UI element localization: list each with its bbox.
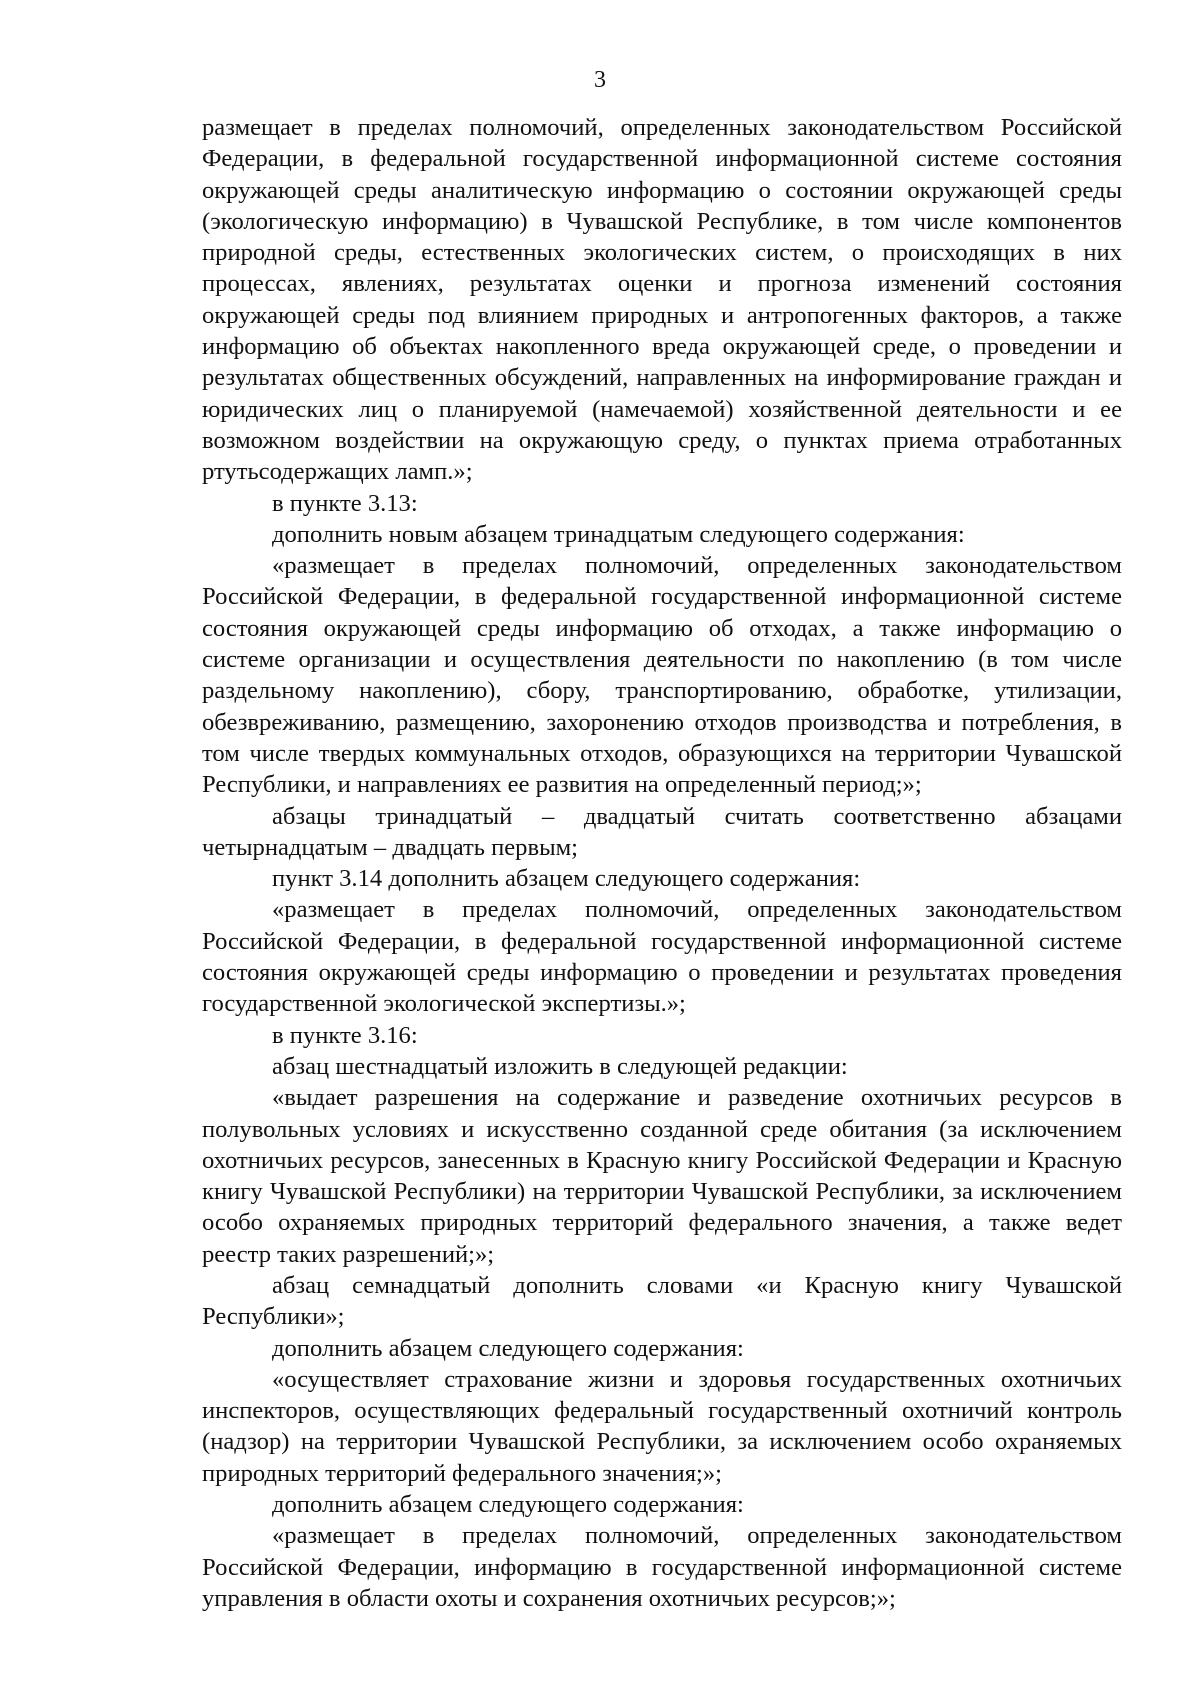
paragraph-3: дополнить новым абзацем тринадцатым следующего содержания: xyxy=(272,520,965,548)
page-number: 3 xyxy=(594,67,606,93)
paragraph-2: в пункте 3.13: xyxy=(272,489,418,517)
paragraph-9: абзац шестнадцатый изложить в следующей редакции: xyxy=(272,1052,848,1080)
paragraph-15: «размещает в пределах полномочий, определенных законодательством Российской Федерации, информацию в государственной информационной системе управления в области охоты и сохранения охотничьих ресурсов;»; xyxy=(202,1522,1122,1612)
paragraph-14: дополнить абзацем следующего содержания: xyxy=(272,1491,744,1519)
paragraph-12: дополнить абзацем следующего содержания: xyxy=(272,1334,744,1362)
paragraph-1: размещает в пределах полномочий, определенных законодательством Российской Федерации, в федеральной государственной информационной системе состояния окружающей среды аналитическую информацию о состоянии окружающей среды (экологическую информацию) в Чувашской Республике, в том числе компонентов природной среды, естественных экологических систем, о происходящих в них процессах, явлениях, результатах оценки и прогноза изменений состояния окружающей среды под влиянием природных и антропогенных факторов, а также информацию об объектах накопленного вреда окружающей среде, о проведении и результатах общественных обсуждений, направленных на информирование граждан и юридических лиц о планируемой (намечаемой) хозяйственной деятельности и ее возможном воздействии на окружающую среду, о пунктах приема отработанных ртутьсодержащих ламп.»; xyxy=(202,114,1122,486)
paragraph-7: «размещает в пределах полномочий, определенных законодательством Российской Федерации, в федеральной государственной информационной системе состояния окружающей среды информацию о проведении и результатах проведения государственной экологической экспертизы.»; xyxy=(202,896,1122,1018)
paragraph-6: пункт 3.14 дополнить абзацем следующего содержания: xyxy=(272,865,861,893)
paragraph-13: «осуществляет страхование жизни и здоровья государственных охотничьих инспекторов, осуществляющих федеральный государственный охотничий контроль (надзор) на территории Чувашской Республики, за исключением особо охраняемых природных территорий федерального значения;»; xyxy=(202,1365,1122,1487)
paragraph-4: «размещает в пределах полномочий, определенных законодательством Российской Федерации, в федеральной государственной информационной системе состояния окружающей среды информацию об отходах, а также информацию о системе организации и осуществления деятельности по накоплению (в том числе раздельному накоплению), сбору, транспортированию, обработке, утилизации, обезвреживанию, размещению, захоронению отходов производства и потребления, в том числе твердых коммунальных отходов, образующихся на территории Чувашской Республики, и направлениях ее развития на определенный период;»; xyxy=(202,552,1122,799)
paragraph-11: абзац семнадцатый дополнить словами «и Красную книгу Чувашской Республики»; xyxy=(202,1271,1122,1331)
paragraph-10: «выдает разрешения на содержание и разведение охотничьих ресурсов в полувольных условиях и искусственно созданной среде обитания (за исключением охотничьих ресурсов, занесенных в Красную книгу Российской Федерации и Красную книгу Чувашской Республики) на территории Чувашской Республики, за исключением особо охраняемых природных территорий федерального значения, а также ведет реестр таких разрешений;»; xyxy=(202,1084,1122,1268)
document-body xyxy=(202,112,1122,1614)
paragraph-8: в пункте 3.16: xyxy=(272,1021,418,1049)
paragraph-5: абзацы тринадцатый – двадцатый считать соответственно абзацами четырнадцатым – двадцать первым; xyxy=(202,802,1122,861)
